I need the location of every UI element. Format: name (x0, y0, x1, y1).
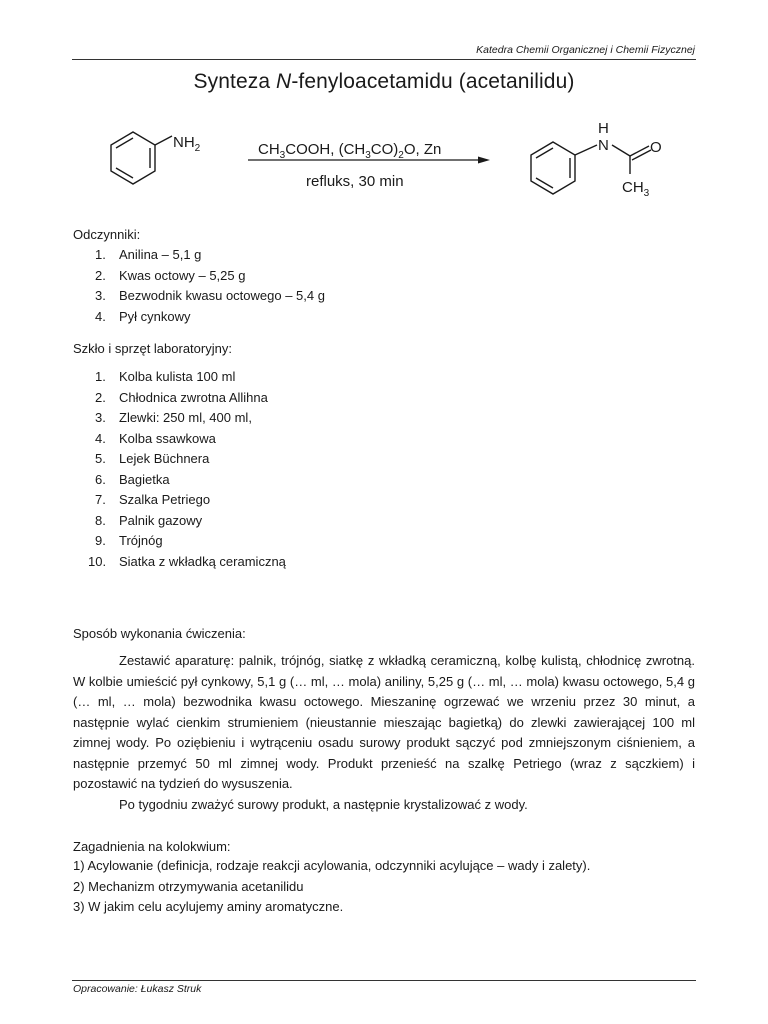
list-item: 9. Trójnóg (95, 533, 163, 548)
procedure-paragraph: Zestawić aparaturę: palnik, trójnóg, siatkę z wkładką ceramiczną, kolbę kulistą, chłodnicę zwrotną. W kolbie umieścić pył cynkowy, 5,1 g (… ml, … mola) aniliny, 5,25 g (… ml, … mola) kwasu octowego, 5,4 g (… ml, … mola) bezwodnika kwasu octowego. Mieszaninę ogrzewać we wrzeniu przez 30 minut, a następnie wylać cienkim strumieniem (nieustannie mieszając bagietką) do zlewki zawierającej 100 ml zimnej wody. Po oziębieniu i wytrąceniu osadu surowy produkt sączyć pod zmniejszonym ciśnieniem, a następnie przemyć 50 ml zimnej wody. Produkt przenieść na szalkę Petriego (wraz z sączkiem) i pozostawić na tydzień do wysuszenia. (73, 653, 695, 791)
list-item: 6. Bagietka (95, 471, 170, 487)
reaction-scheme (96, 118, 676, 202)
list-item: 2. Kwas octowy – 5,25 g (95, 267, 246, 283)
reaction-conditions-reagents: $CH_3COOH$, $(CH_3CO)_2O$, Zn (258, 141, 442, 161)
procedure-paragraph: Po tygodniu zważyć surowy produkt, a następnie krystalizować z wody. (119, 796, 528, 812)
question-item: 3) W jakim celu acylujemy aminy aromatyczne. (73, 899, 344, 914)
questions-label: Zagadnienia na kolokwium: (73, 839, 231, 854)
footer-author: Opracowanie: Łukasz Struk (73, 983, 202, 995)
reagents-section (73, 226, 325, 327)
list-item: 8. Palnik gazowy (95, 512, 203, 528)
footer-divider (72, 980, 696, 981)
page-title: Synteza N-fenyloacetamidu (acetanilidu) (193, 70, 575, 93)
list-item: 2. Chłodnica zwrotna Allihna (95, 389, 268, 405)
reaction-conditions-time: refluks, 30 min (306, 173, 404, 190)
question-item: 2) Mechanizm otrzymywania acetanilidu (73, 878, 304, 894)
list-item: 5. Lejek Büchnera (95, 451, 210, 466)
list-item: 3. Bezwodnik kwasu octowego – 5,4 g (95, 288, 325, 303)
reagents-label: Odczynniki: (73, 227, 141, 242)
acetanilide-o-label: O (650, 139, 662, 156)
equipment-section (73, 340, 286, 572)
questions-section (73, 838, 590, 918)
equipment-list (73, 367, 286, 572)
acetanilide-h-label: H (598, 120, 609, 137)
procedure-section (73, 625, 695, 815)
acetanilide-methyl-label: $CH_3$ (622, 179, 650, 199)
aniline-amine-label: $NH_2$ (173, 134, 201, 154)
aniline-structure (111, 132, 172, 184)
procedure-label: Sposób wykonania ćwiczenia: (73, 626, 246, 641)
list-item: 1. Kolba kulista 100 ml (95, 369, 236, 384)
list-item: 4. Pył cynkowy (95, 308, 191, 324)
header-divider (72, 59, 696, 60)
header-department: Katedra Chemii Organicznej i Chemii Fizycznej (476, 44, 695, 56)
acetanilide-n-label: N (598, 137, 609, 154)
list-item: 7. Szalka Petriego (95, 492, 211, 507)
list-item: 10. Siatka z wkładką ceramiczną (88, 553, 286, 569)
equipment-label: Szkło i sprzęt laboratoryjny: (73, 341, 232, 356)
list-item: 4. Kolba ssawkowa (95, 430, 216, 446)
reagents-list (73, 245, 325, 327)
list-item: 3. Zlewki: 250 ml, 400 ml, (95, 410, 252, 425)
question-item: 1) Acylowanie (definicja, rodzaje reakcji acylowania, odczynniki acylujące – wady i zalety). (73, 858, 591, 873)
list-item: 1. Anilina – 5,1 g (95, 247, 202, 262)
